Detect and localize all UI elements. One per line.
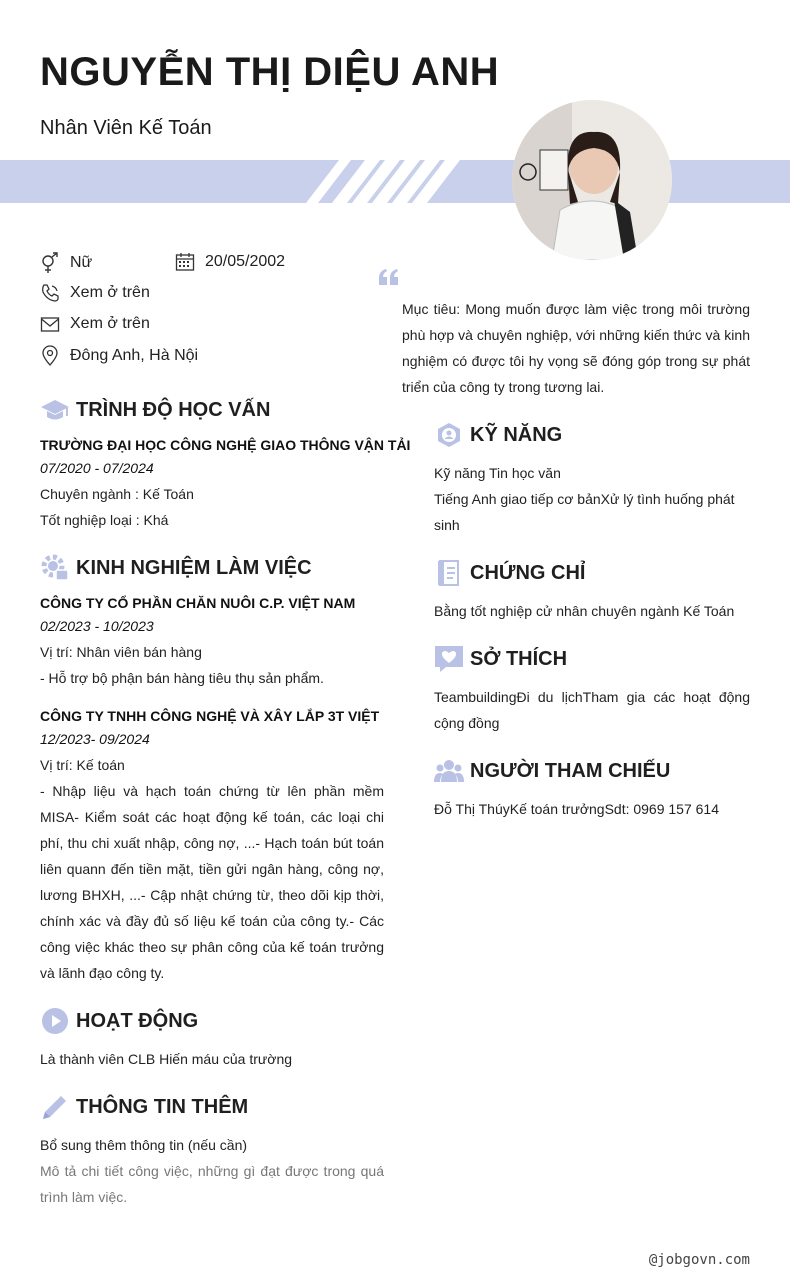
email-value: Xem ở trên [70,315,150,332]
mail-icon [40,314,60,334]
references-title: NGƯỜI THAM CHIẾU [470,759,671,782]
play-circle-icon [40,1006,70,1036]
hobbies-title: SỞ THÍCH [470,647,568,670]
gender-icon [40,252,60,274]
experience-description: - Nhập liệu và hạch toán chứng từ lên phần mềm MISA- Kiểm soát các hoạt động kế toán, các loại chi phí, thu chi xuất nhập, công nợ, ...- Hạch toán bút toán liên quann đến tiền mặt, tiền gửi ngân hàng, công nợ, lương BHXH, ...- Cập nhật chứng từ, theo dõi kịp thời, chính xác và đầy đủ số liệu kế toán của công ty.- Các công việc khác theo sự phân công của kế toán trưởng và lãnh đạo công ty. [40,783,384,981]
references-text: Đỗ Thị ThúyKế toán trưởngSdt: 0969 157 614 [434,801,720,817]
certificates-text: Bằng tốt nghiệp cử nhân chuyên ngành Kế Toán [434,603,735,619]
education-major: Chuyên ngành : Kế Toán [40,486,194,502]
education-period: 07/2020 - 07/2024 [40,460,154,476]
additional-heading [40,1092,248,1122]
experience-heading [40,553,312,583]
gender-info [40,252,92,274]
certificates-title: CHỨNG CHỈ [470,561,586,584]
additional-title: THÔNG TIN THÊM [76,1095,249,1118]
education-heading [40,395,270,425]
references-heading [434,756,670,786]
phone-value: Xem ở trên [70,284,150,301]
certificates-heading [434,558,585,588]
activities-title: HOẠT ĐỘNG [76,1009,199,1032]
skills-line-1: Kỹ năng Tin học văn [434,465,561,481]
experience-period: 02/2023 - 10/2023 [40,618,154,634]
email-info [40,314,150,334]
experience-position: Vị trí: Kế toán [40,757,125,773]
education-title: TRÌNH ĐỘ HỌC VẤN [76,398,271,421]
experience-company: CÔNG TY CỔ PHẦN CHĂN NUÔI C.P. VIỆT NAM [40,595,356,611]
calendar-icon [175,252,195,272]
birthdate-value: 20/05/2002 [205,253,286,270]
phone-icon [40,283,60,303]
skills-title: KỸ NĂNG [470,423,563,446]
experience-position: Vị trí: Nhân viên bán hàng [40,644,202,660]
document-icon [434,558,464,588]
experience-company: CÔNG TY TNHH CÔNG NGHỆ VÀ XÂY LẮP 3T VIỆT [40,708,380,724]
birthdate-info [175,252,285,272]
hobbies-heading [434,644,567,674]
heart-chat-icon [434,644,464,674]
hexagon-user-icon [434,420,464,450]
education-school: TRƯỜNG ĐẠI HỌC CÔNG NGHỆ GIAO THÔNG VẬN TẢI [40,437,411,453]
address-value: Đông Anh, Hà Nội [70,347,199,364]
quote-icon [378,268,400,286]
avatar [512,100,672,260]
activities-heading [40,1006,198,1036]
candidate-name: NGUYỄN THỊ DIỆU ANH [40,50,500,94]
additional-hint: Mô tả chi tiết công việc, những gì đạt được trong quá trình làm việc. [40,1163,384,1205]
hobbies-text: TeambuildingĐi du lịchTham gia các hoạt động cộng đồng [434,689,750,731]
pencil-icon [40,1092,70,1122]
graduation-cap-icon [40,395,70,425]
job-title: Nhân Viên Kế Toán [40,117,212,139]
skills-line-2: Tiếng Anh giao tiếp cơ bảnXử lý tình huống phát sinh [434,491,735,533]
experience-title: KINH NGHIỆM LÀM VIỆC [76,556,312,579]
address-info [40,345,198,367]
objective-text: Mục tiêu: Mong muốn được làm việc trong môi trường phù hợp và chuyên nghiệp, với những kiến thức và kinh nghiệm có được tôi hy vọng sẽ đóng góp trong sự phát triển của công ty trong tương lai. [402,301,750,395]
activities-text: Là thành viên CLB Hiến máu của trường [40,1051,293,1067]
users-group-icon [434,756,464,786]
additional-text: Bổ sung thêm thông tin (nếu cần) [40,1137,248,1153]
location-pin-icon [40,345,60,367]
phone-info [40,283,150,303]
footer-brand: @jobgovn.com [648,1252,750,1268]
experience-period: 12/2023- 09/2024 [40,731,150,747]
education-grade: Tốt nghiệp loại : Khá [40,512,169,528]
gear-badge-icon [40,553,70,583]
gender-value: Nữ [70,254,93,271]
experience-description: - Hỗ trợ bộ phận bán hàng tiêu thụ sản phẩm. [40,670,324,686]
skills-heading [434,420,562,450]
